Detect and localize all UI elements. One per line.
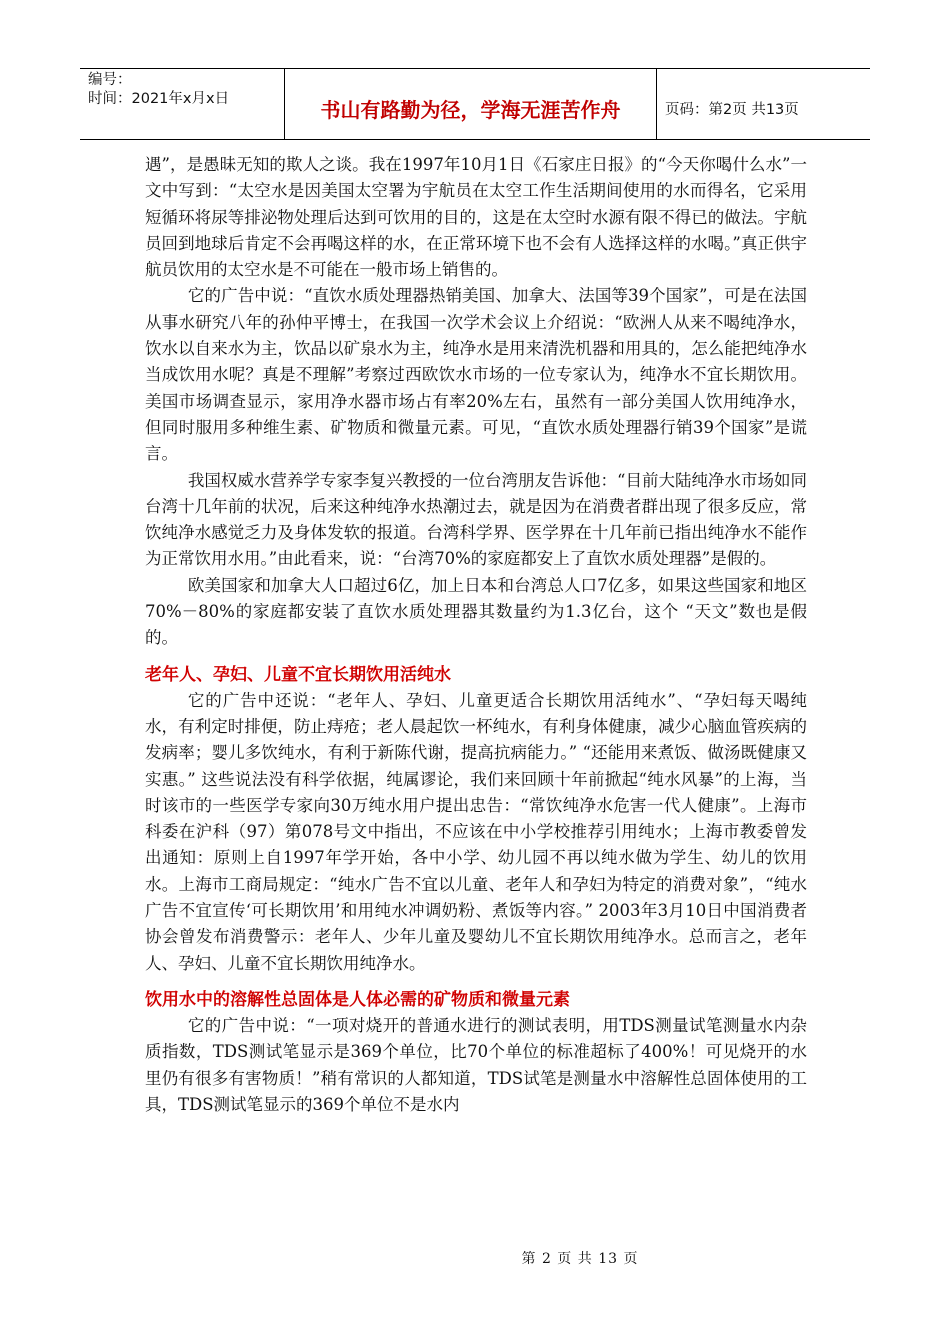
section-heading-elderly-pregnant-children: 老年人、孕妇、儿童不宜长期饮用活纯水 bbox=[145, 664, 451, 685]
paragraph-intro-3: 我国权威水营养学专家李复兴教授的一位台湾朋友告诉他：“目前大陆纯净水市场如同台湾十几年前的状况，后来这种纯净水热潮过去，就是因为在消费者群出现了很多反应，常饮纯净水感觉乏力及身体发软的报道。台湾科学界、医学界在十几年前已指出纯净水不能作为正常饮用水用。”由此看来，说：“台湾70%的家庭都安上了直饮水质处理器”是假的。 bbox=[145, 470, 807, 569]
paragraph-intro-4: 欧美国家和加拿大人口超过6亿，加上日本和台湾总人口7亿多，如果这些国家和地区70%－80%的家庭都安装了直饮水质处理器其数量约为1.3亿台，这个 “天文”数也是假的。 bbox=[145, 575, 807, 648]
page-footer bbox=[0, 1248, 950, 1268]
paragraph-section-2: 它的广告中说：“一项对烧开的普通水进行的测试表明，用TDS测量试笔测量水内杂质指数，TDS测试笔显示是369个单位，比70个单位的标准超标了400%！可见烧开的水里仍有很多有害物质！”稍有常识的人都知道，TDS试笔是测量水中溶解性总固体使用的工具，TDS测试笔显示的369个单位不是水内 bbox=[145, 1015, 807, 1114]
header-motto: 书山有路勤为径，学海无涯苦作舟 bbox=[285, 69, 657, 139]
section-heading-dissolved-solids: 饮用水中的溶解性总固体是人体必需的矿物质和微量元素 bbox=[145, 989, 570, 1010]
section-spacer bbox=[145, 977, 807, 987]
document-date-label: 时间：2021年x月x日 bbox=[88, 91, 230, 107]
document-number-label: 编号： bbox=[88, 72, 132, 88]
page-header bbox=[80, 68, 870, 140]
paragraph-intro-1: 遇”，是愚昧无知的欺人之谈。我在1997年10月1日《石家庄日报》的“今天你喝什么水”一文中写到：“太空水是因美国太空署为宇航员在太空工作生活期间使用的水而得名，它采用短循环将尿等排泌物处理后达到可饮用的目的，这是在太空时水源有限不得已的做法。宇航员回到地球后肯定不会再喝这样的水，在正常环境下也不会有人选择这样的水喝。”真正供宇航员饮用的太空水是不可能在一般市场上销售的。 bbox=[145, 155, 807, 280]
header-meta-cell bbox=[80, 69, 285, 139]
document-body bbox=[145, 152, 807, 1118]
section-spacer bbox=[145, 652, 807, 662]
paragraph-intro-2: 它的广告中说：“直饮水质处理器热销美国、加拿大、法国等39个国家”，可是在法国从事水研究八年的孙仲平博士，在我国一次学术会议上介绍说：“欧洲人从来不喝纯净水，饮水以自来水为主，饮品以矿泉水为主，纯净水是用来清洗机器和用具的，怎么能把纯净水当成饮用水呢？真是不理解”考察过西欧饮水市场的一位专家认为，纯净水不宜长期饮用。美国市场调查显示，家用净水器市场占有率20%左右，虽然有一部分美国人饮用纯净水，但同时服用多种维生素、矿物质和微量元素。可见，“直饮水质处理器行销39个国家”是谎言。 bbox=[145, 286, 807, 464]
paragraph-section-1: 它的广告中还说：“老年人、孕妇、儿童更适合长期饮用活纯水”、“孕妇每天喝纯水，有利定时排便，防止痔疮；老人晨起饮一杯纯水，有利身体健康，减少心脑血管疾病的发病率；婴儿多饮纯水，有利于新陈代谢，提高抗病能力。” “还能用来煮饭、做汤既健康又实惠。” 这些说法没有科学依据，纯属谬论，我们来回顾十年前掀起“纯水风暴”的上海，当时该市的一些医学专家向30万纯水用户提出忠告：“常饮纯净水危害一代人健康”。上海市科委在沪科（97）第078号文中指出，不应该在中小学校推荐引用纯水；上海市教委曾发出通知：原则上自1997年学开始，各中小学、幼儿园不再以纯水做为学生、幼儿的饮用水。上海市工商局规定：“纯水广告不宜以儿童、老年人和孕妇为特定的消费对象”，“纯水广告不宜宣传‘可长期饮用’和用纯水冲调奶粉、煮饭等内容。” 2003年3月10日中国消费者协会曾发布消费警示：老年人、少年儿童及婴幼儿不宜长期饮用纯净水。总而言之，老年人、孕妇、儿童不宜长期饮用纯净水。 bbox=[145, 690, 807, 973]
header-page-label: 页码：第2页 共13页 bbox=[665, 101, 799, 118]
footer-page-number: 第 2 页 共 13 页 bbox=[521, 1251, 639, 1267]
